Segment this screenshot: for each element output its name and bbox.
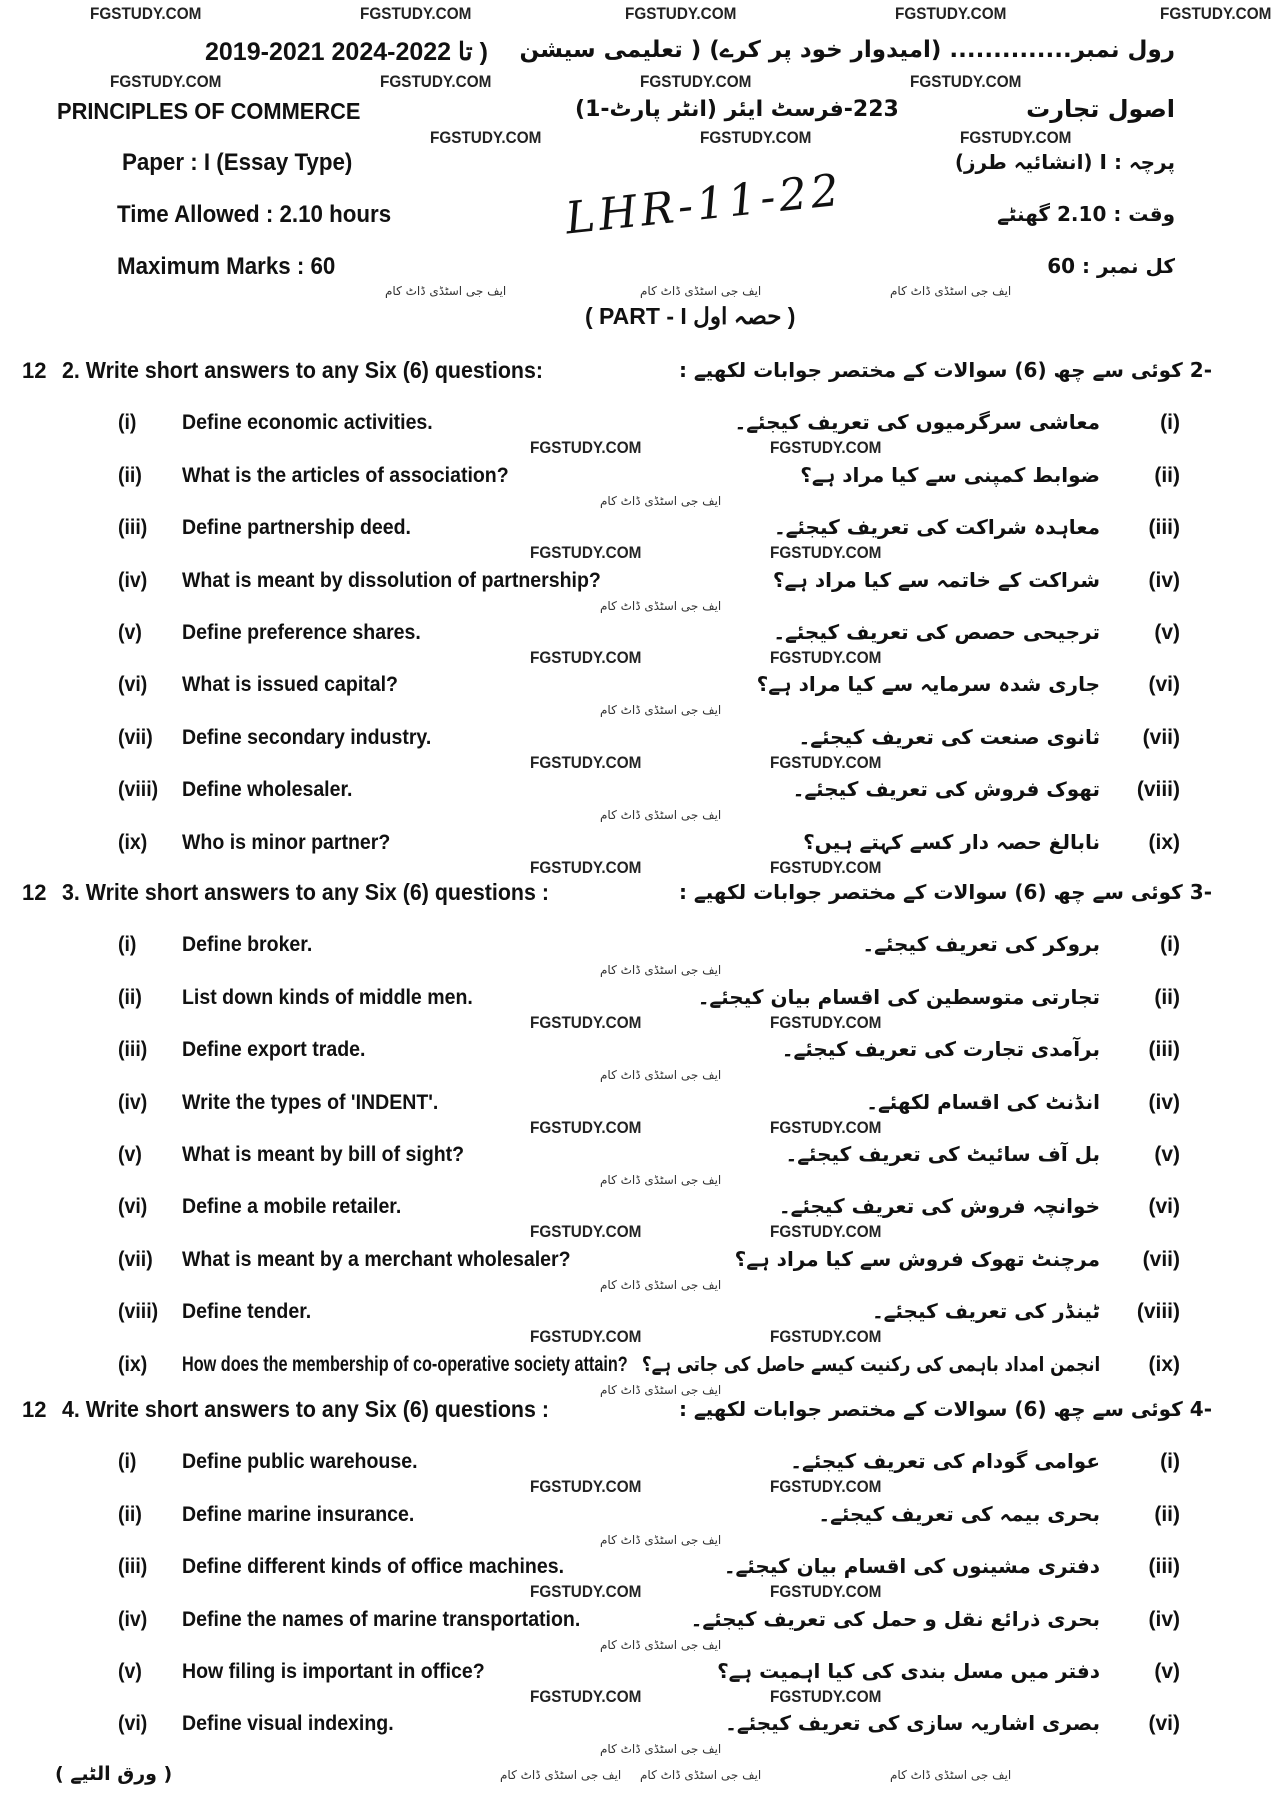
question-number-en: (viii) [118,1300,159,1324]
watermark-text: FGSTUDY.COM [530,857,642,877]
question-number-ur: (ii) [1154,463,1180,487]
question-text-en: What is meant by a merchant wholesaler? [182,1247,571,1271]
question-number-en: (iv) [118,1090,148,1114]
watermark-text: FGSTUDY.COM [530,438,642,458]
watermark-text: FGSTUDY.COM [770,1222,882,1242]
question-text-en: What is meant by dissolution of partnership? [182,568,601,592]
question-number-ur: (ii) [1154,985,1180,1009]
question-number-ur: (iv) [1148,1607,1180,1631]
watermark-text: FGSTUDY.COM [910,72,1022,91]
question-text-en: Define visual indexing. [182,1712,394,1736]
question-number-ur: (viii) [1136,1300,1180,1324]
watermark-text: FGSTUDY.COM [770,648,882,667]
question-text-ur: معاہدہ شراکت کی تعریف کیجئے۔ [773,515,1100,540]
question-text-en: How filing is important in office? [182,1660,485,1683]
turn-over-note: ( ورق الٹیے ) [55,1763,173,1785]
question-text-ur: ٹینڈر کی تعریف کیجئے۔ [871,1299,1100,1324]
question-marks: 12 [22,358,47,383]
question-text-ur: ضوابط کمپنی سے کیا مراد ہے؟ [800,462,1100,487]
watermark-text: FGSTUDY.COM [530,752,642,772]
subject-title-ur: اصول تجارت [1026,95,1175,123]
question-number-en: (vi) [118,1712,148,1736]
part-heading: ( PART - I حصہ اول ) [585,303,796,329]
max-marks-ur: کل نمبر : 60 [1047,254,1175,278]
question-text-en: What is meant by bill of sight? [182,1143,465,1166]
question-text-en: How does the membership of co-operative society attain? [182,1352,628,1376]
question-heading-ur: -4 کوئی سے چھ (6) سوالات کے مختصر جوابات لکھیے : [678,1397,1212,1421]
question-text-ur: تھوک فروش کی تعریف کیجئے۔ [792,777,1100,802]
question-text-en: Write the types of 'INDENT'. [182,1090,439,1114]
watermark-text: FGSTUDY.COM [1160,4,1271,23]
watermark-text: FGSTUDY.COM [530,543,642,563]
question-text-ur: انڈنٹ کی اقسام لکھئے۔ [866,1089,1100,1114]
question-number-ur: (iii) [1148,1038,1180,1062]
question-text-ur: خوانچہ فروش کی تعریف کیجئے۔ [778,1194,1100,1219]
watermark-urdu: ایف جی اسٹڈی ڈاٹ کام [600,1277,722,1292]
watermark-text: FGSTUDY.COM [90,4,202,23]
question-text-en: Define the names of marine transportation. [182,1607,581,1631]
question-text-en: Define wholesaler. [182,778,353,802]
question-heading-en: 4. Write short answers to any Six (6) questions : [62,1396,549,1422]
question-heading-ur: -3 کوئی سے چھ (6) سوالات کے مختصر جوابات لکھیے : [678,880,1212,904]
question-number-en: (viii) [118,778,159,802]
session-years: 2019-2021 تا 2022-2024 ) [205,38,488,66]
watermark-urdu: ایف جی اسٹڈی ڈاٹ کام [600,1068,722,1083]
question-text-ur: دفتر میں مسل بندی کی کیا اہمیت ہے؟ [717,1659,1100,1683]
watermark-urdu: ایف جی اسٹڈی ڈاٹ کام [600,598,722,613]
time-allowed-ur: وقت : 2.10 گھنٹے [997,202,1175,226]
question-text-en: What is the articles of association? [182,463,509,487]
watermark-text: FGSTUDY.COM [430,128,542,147]
watermark-text: FGSTUDY.COM [770,1582,882,1602]
question-number-ur: (i) [1160,933,1180,957]
question-number-ur: (iv) [1148,1090,1180,1114]
question-number-ur: (iv) [1148,568,1180,592]
time-allowed-en: Time Allowed : 2.10 hours [117,201,392,228]
question-number-en: (iii) [118,516,148,540]
question-number-en: (v) [118,621,142,644]
watermark-urdu: ایف جی اسٹڈی ڈاٹ کام [600,1532,722,1547]
watermark-text: FGSTUDY.COM [530,1012,642,1032]
question-number-ur: (iii) [1148,1555,1180,1579]
watermark-urdu: ایف جی اسٹڈی ڈاٹ کام [600,493,722,508]
watermark-text: FGSTUDY.COM [530,648,642,667]
question-number-ur: (vi) [1148,1712,1180,1736]
question-number-ur: (ix) [1148,1352,1180,1376]
question-text-ur: بصری اشاریہ سازی کی تعریف کیجئے۔ [725,1711,1100,1736]
question-text-ur: ترجیحی حصص کی تعریف کیجئے۔ [773,620,1100,644]
question-heading-en: 2. Write short answers to any Six (6) questions: [62,357,543,383]
question-number-en: (i) [118,1450,137,1474]
question-number-ur: (i) [1160,411,1180,435]
question-text-ur: بل آف سائیٹ کی تعریف کیجئے۔ [785,1142,1100,1166]
session-urdu: رول نمبر.............. (امیدوار خود پر کرے) ( تعلیمی سیشن [519,37,1175,63]
watermark-urdu: ایف جی اسٹڈی ڈاٹ کام [600,1382,722,1397]
watermark-text: FGSTUDY.COM [530,1687,642,1706]
question-text-en: Who is minor partner? [182,830,391,854]
watermark-text: FGSTUDY.COM [110,72,222,91]
watermark-urdu: ایف جی اسٹڈی ڈاٹ کام [500,1768,622,1782]
question-number-en: (iv) [118,568,148,592]
question-text-ur: تجارتی متوسطین کی اقسام بیان کیجئے۔ [697,984,1100,1009]
question-number-en: (i) [118,933,137,957]
question-number-ur: (vi) [1148,1195,1180,1219]
subject-title-en: PRINCIPLES OF COMMERCE [57,98,361,124]
question-number-en: (vii) [118,725,153,749]
watermark-urdu: ایف جی اسٹڈی ڈاٹ کام [600,1742,722,1757]
question-text-en: Define broker. [182,933,313,957]
question-number-en: (iv) [118,1607,148,1631]
watermark-urdu: ایف جی اسٹڈی ڈاٹ کام [600,808,722,823]
question-number-en: (vi) [118,1195,148,1219]
watermark-text: FGSTUDY.COM [360,4,472,23]
question-number-ur: (vii) [1142,1247,1180,1271]
watermark-text: FGSTUDY.COM [770,857,882,877]
question-text-en: Define different kinds of office machines. [182,1555,564,1579]
paper-type-en: Paper : I (Essay Type) [122,149,353,176]
question-text-en: Define economic activities. [182,411,433,435]
watermark-text: FGSTUDY.COM [960,128,1072,147]
question-number-ur: (ii) [1154,1502,1180,1526]
question-number-ur: (viii) [1136,778,1180,802]
question-heading-en: 3. Write short answers to any Six (6) questions : [62,879,549,905]
question-text-en: Define secondary industry. [182,725,432,749]
watermark-urdu: ایف جی اسٹڈی ڈاٹ کام [385,284,507,298]
watermark-urdu: ایف جی اسٹڈی ڈاٹ کام [640,1768,762,1782]
question-number-en: (v) [118,1660,142,1683]
question-text-ur: دفتری مشینوں کی اقسام بیان کیجئے۔ [723,1554,1100,1579]
watermark-text: FGSTUDY.COM [895,4,1007,23]
watermark-text: FGSTUDY.COM [770,1477,882,1497]
paper-type-ur: پرچہ : I (انشائیہ طرز) [954,150,1175,174]
question-number-en: (ix) [118,830,148,854]
watermark-text: FGSTUDY.COM [700,128,812,147]
watermark-urdu: ایف جی اسٹڈی ڈاٹ کام [890,284,1012,298]
question-number-en: (ii) [118,985,142,1009]
watermark-text: FGSTUDY.COM [770,543,882,563]
watermark-urdu: ایف جی اسٹڈی ڈاٹ کام [600,1173,722,1187]
question-number-en: (iii) [118,1038,148,1062]
question-number-ur: (i) [1160,1450,1180,1474]
watermark-urdu: ایف جی اسٹڈی ڈاٹ کام [890,1768,1012,1782]
question-text-en: Define public warehouse. [182,1450,418,1474]
question-number-en: (v) [118,1143,142,1166]
question-number-en: (ix) [118,1352,148,1376]
question-text-en: Define a mobile retailer. [182,1195,402,1219]
question-text-ur: بحری بیمہ کی تعریف کیجئے۔ [818,1501,1100,1526]
question-text-ur: مرچنٹ تھوک فروش سے کیا مراد ہے؟ [734,1246,1100,1271]
question-text-en: Define preference shares. [182,621,421,644]
question-text-en: Define marine insurance. [182,1502,415,1526]
question-text-ur: معاشی سرگرمیوں کی تعریف کیجئے۔ [734,410,1100,435]
watermark-text: FGSTUDY.COM [770,438,882,458]
watermark-text: FGSTUDY.COM [770,1012,882,1032]
question-text-ur: بحری ذرائع نقل و حمل کی تعریف کیجئے۔ [690,1606,1100,1631]
watermark-text: FGSTUDY.COM [530,1327,642,1347]
watermark-text: FGSTUDY.COM [770,1117,882,1137]
watermark-text: FGSTUDY.COM [770,752,882,772]
watermark-text: FGSTUDY.COM [530,1582,642,1602]
watermark-urdu: ایف جی اسٹڈی ڈاٹ کام [640,284,762,298]
question-text-en: Define export trade. [182,1038,366,1062]
question-number-en: (ii) [118,463,142,487]
question-number-ur: (vi) [1148,673,1180,697]
question-text-en: List down kinds of middle men. [182,985,473,1009]
watermark-text: FGSTUDY.COM [530,1477,642,1497]
question-number-ur: (iii) [1148,516,1180,540]
watermark-urdu: ایف جی اسٹڈی ڈاٹ کام [600,703,722,718]
question-number-ur: (ix) [1148,830,1180,854]
question-heading-ur: -2 کوئی سے چھ (6) سوالات کے مختصر جوابات لکھیے : [678,358,1212,382]
question-text-ur: انجمن امداد باہمی کی رکنیت کیسے حاصل کی جاتی ہے؟ [641,1351,1100,1376]
question-number-en: (i) [118,411,137,435]
question-text-en: What is issued capital? [182,673,398,697]
paper-code: 223-فرسٹ ایئر (انٹر پارٹ-1) [575,97,899,122]
question-number-ur: (v) [1154,621,1180,644]
question-text-ur: شراکت کے خاتمہ سے کیا مراد ہے؟ [772,567,1100,592]
question-text-ur: عوامی گودام کی تعریف کیجئے۔ [790,1449,1100,1474]
question-number-ur: (v) [1154,1143,1180,1166]
question-text-ur: ثانوی صنعت کی تعریف کیجئے۔ [798,724,1100,749]
question-text-ur: بروکر کی تعریف کیجئے۔ [862,932,1100,957]
question-text-en: Define tender. [182,1300,312,1324]
question-marks: 12 [22,880,47,905]
watermark-text: FGSTUDY.COM [640,72,752,91]
watermark-text: FGSTUDY.COM [530,1117,642,1137]
question-text-ur: جاری شدہ سرمایہ سے کیا مراد ہے؟ [756,672,1100,697]
watermark-urdu: ایف جی اسٹڈی ڈاٹ کام [600,963,722,978]
max-marks-en: Maximum Marks : 60 [117,253,336,280]
watermark-urdu: ایف جی اسٹڈی ڈاٹ کام [600,1637,722,1652]
question-number-en: (vi) [118,673,148,697]
watermark-text: FGSTUDY.COM [770,1327,882,1347]
watermark-text: FGSTUDY.COM [530,1222,642,1242]
question-marks: 12 [22,1397,47,1422]
question-number-ur: (vii) [1142,725,1180,749]
watermark-text: FGSTUDY.COM [770,1687,882,1706]
question-number-en: (vii) [118,1247,153,1271]
watermark-text: FGSTUDY.COM [380,72,492,91]
question-text-ur: برآمدی تجارت کی تعریف کیجئے۔ [781,1037,1100,1062]
question-number-ur: (v) [1154,1660,1180,1683]
question-text-en: Define partnership deed. [182,516,411,540]
handwritten-code: LHR-11-22 [563,164,846,245]
question-text-ur: نابالغ حصہ دار کسے کہتے ہیں؟ [803,829,1100,854]
question-number-en: (iii) [118,1555,148,1579]
question-number-en: (ii) [118,1502,142,1526]
watermark-text: FGSTUDY.COM [625,4,737,23]
